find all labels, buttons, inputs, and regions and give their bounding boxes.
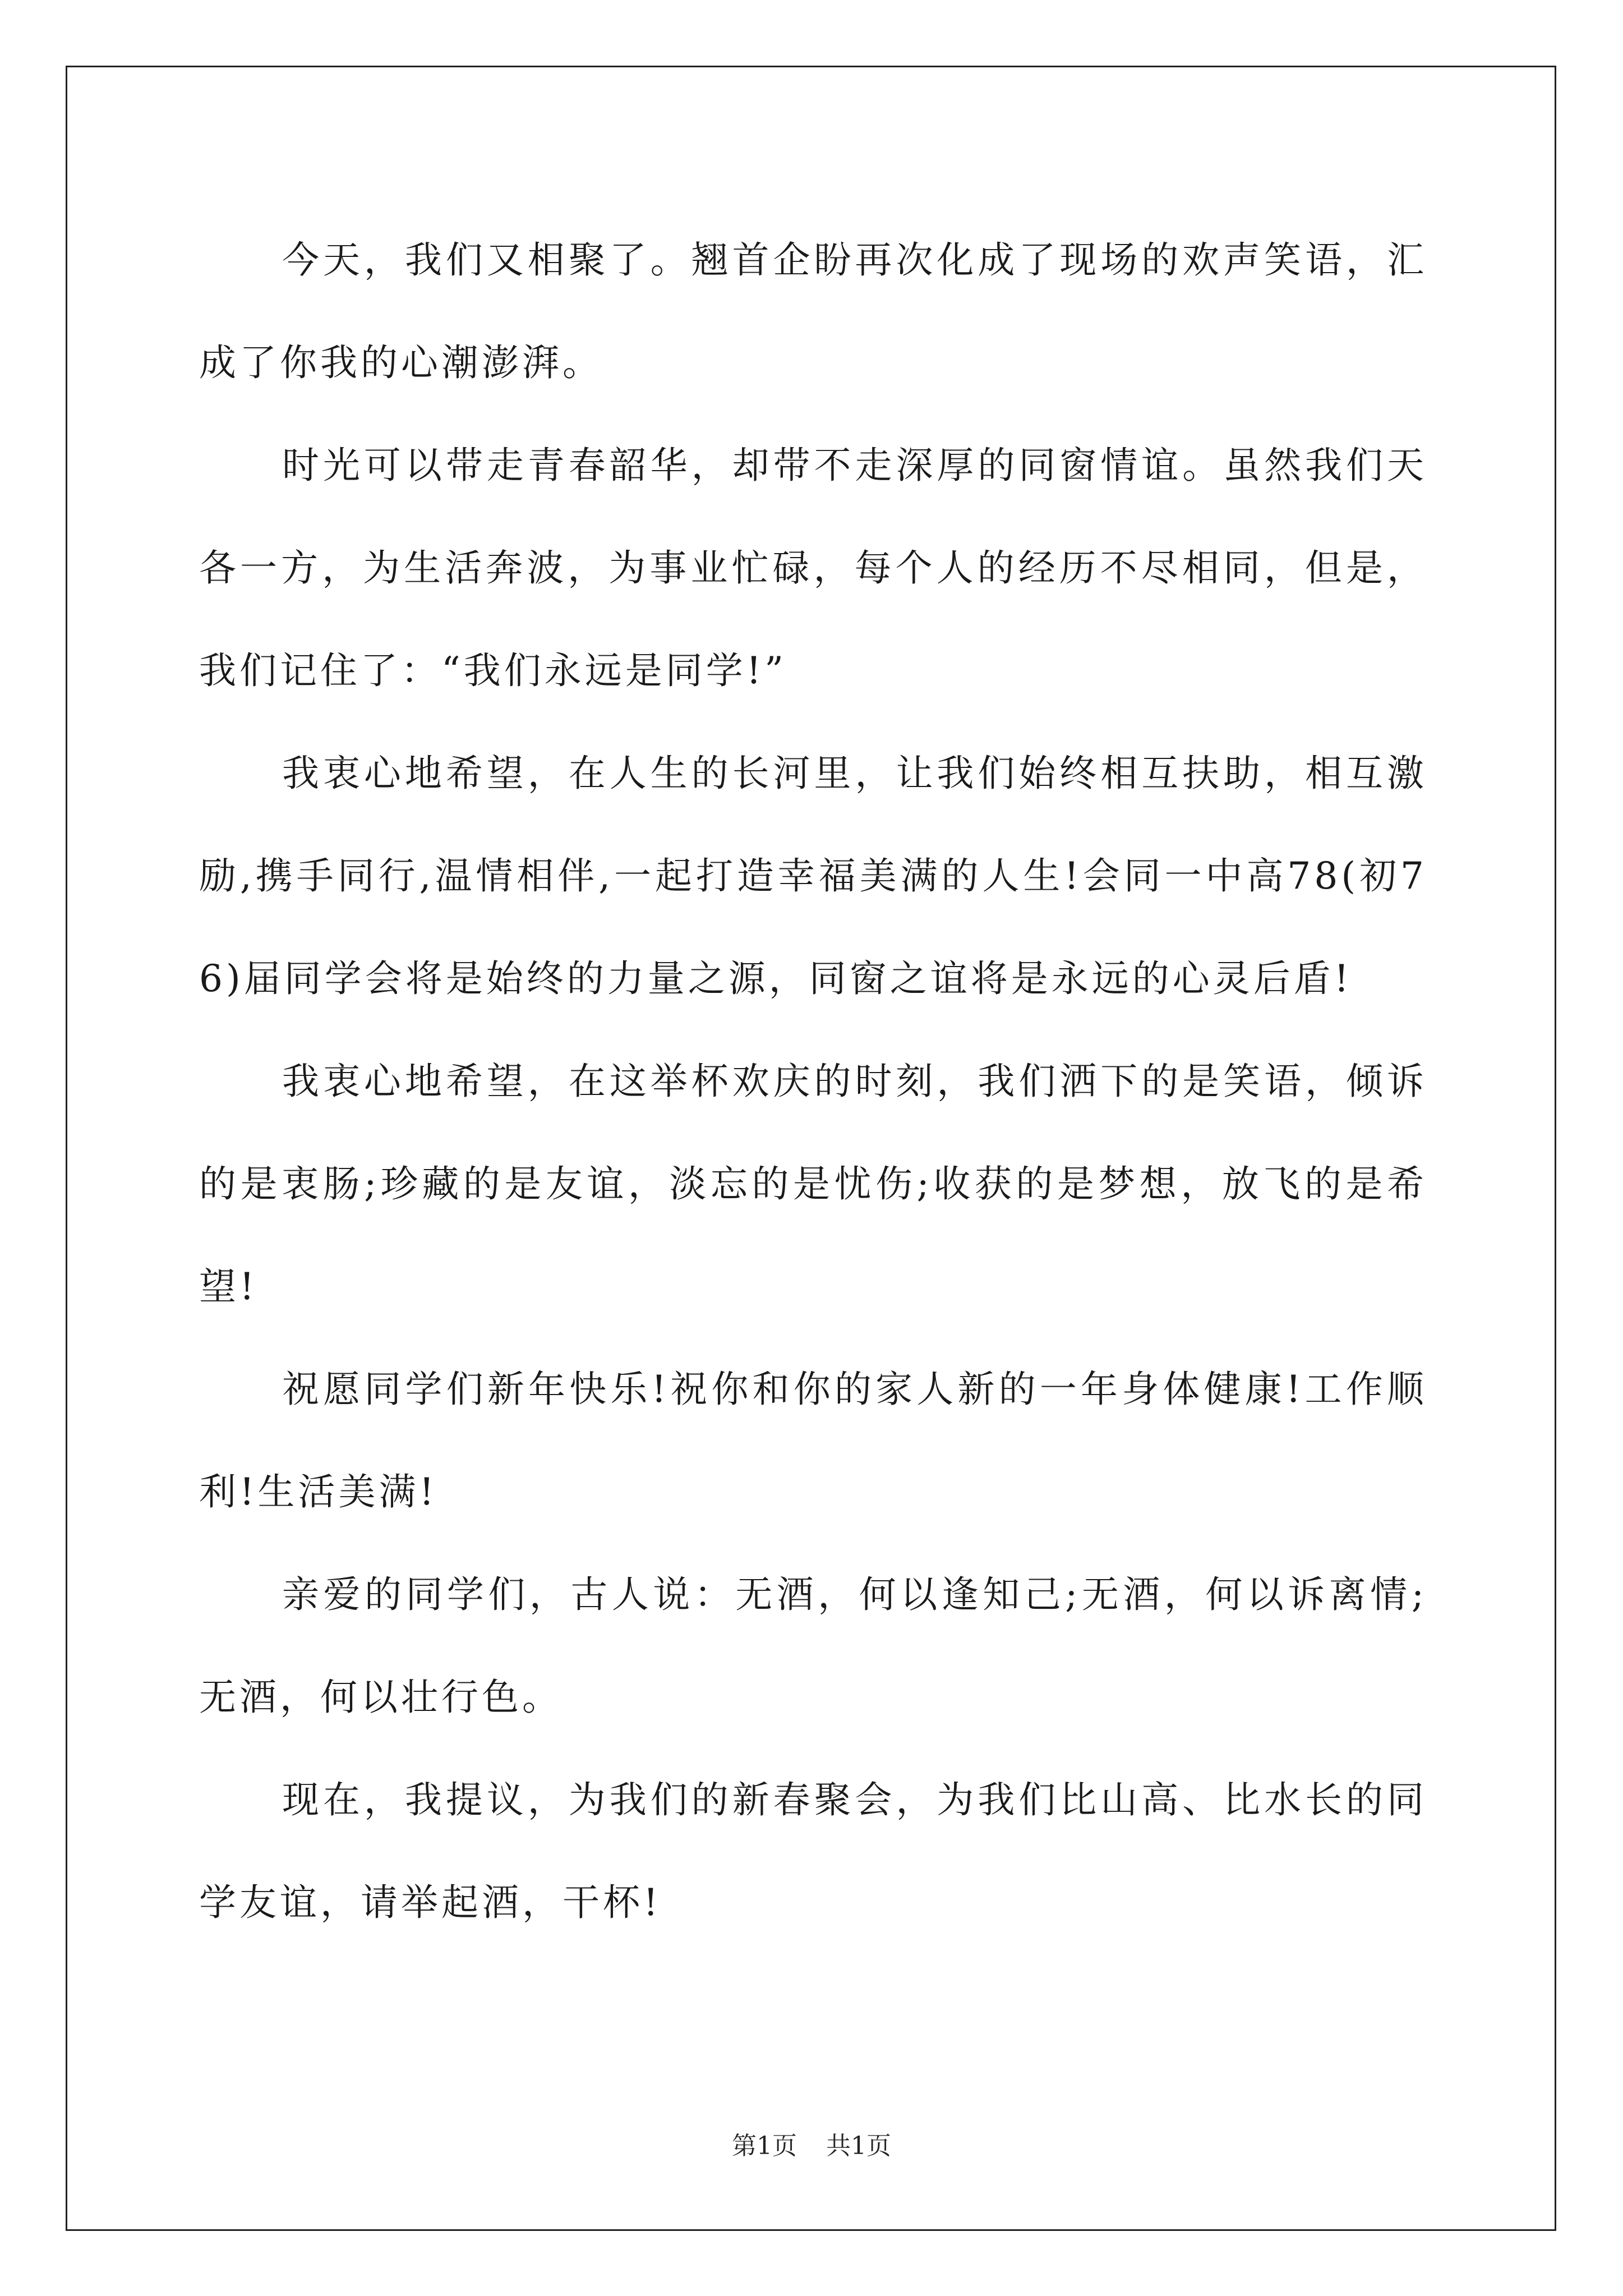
paragraph: 我衷心地希望，在人生的长河里，让我们始终相互扶助，相互激励,携手同行,温情相伴,一起打造幸福美满的人生!会同一中高78(初76)届同学会将是始终的力量之源，同窗之谊将是永远的心灵后盾!: [199, 752, 1427, 1000]
paragraph: 祝愿同学们新年快乐!祝你和你的家人新的一年身体健康!工作顺利!生活美满!: [199, 1368, 1427, 1513]
document-body: [199, 209, 1427, 1954]
paragraph: 亲爱的同学们，古人说：无酒，何以逢知己;无酒，何以诉离情;无酒，何以壮行色。: [199, 1573, 1427, 1719]
paragraph: 时光可以带走青春韶华，却带不走深厚的同窗情谊。虽然我们天各一方，为生活奔波，为事业忙碌，每个人的经历不尽相同，但是，我们记住了：“我们永远是同学!”: [199, 444, 1427, 692]
page-footer: [0, 2129, 1623, 2163]
paragraph: 我衷心地希望，在这举杯欢庆的时刻，我们洒下的是笑语，倾诉的是衷肠;珍藏的是友谊，淡忘的是忧伤;收获的是梦想，放飞的是希望!: [199, 1060, 1427, 1308]
paragraph: 今天，我们又相聚了。翘首企盼再次化成了现场的欢声笑语，汇成了你我的心潮澎湃。: [199, 238, 1427, 384]
total-pages: 共1页: [826, 2132, 891, 2160]
paragraph: 现在，我提议，为我们的新春聚会，为我们比山高、比水长的同学友谊，请举起酒，干杯!: [199, 1778, 1427, 1924]
page-number: 第1页: [732, 2132, 797, 2160]
